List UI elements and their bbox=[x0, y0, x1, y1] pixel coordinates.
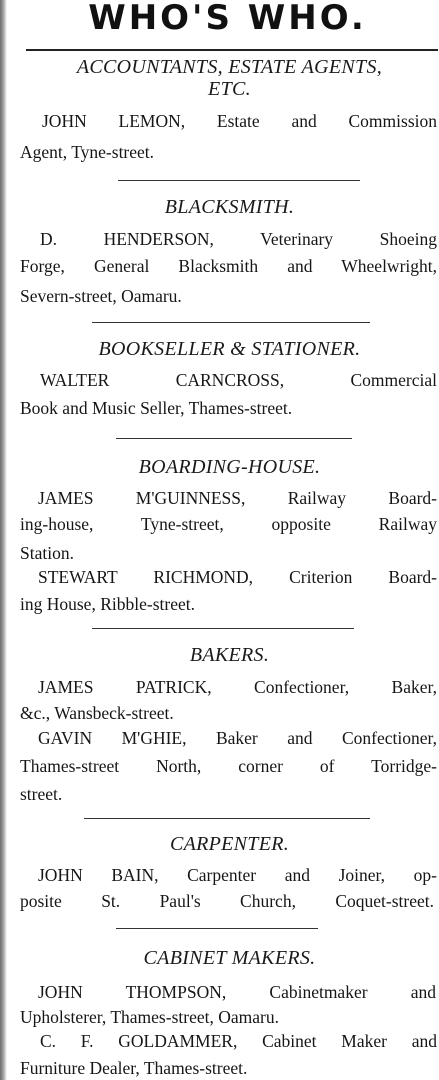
entry-line: JAMES PATRICK, Confectioner, Baker, bbox=[38, 677, 437, 697]
section-heading: BAKERS. bbox=[189, 644, 270, 666]
section-rule bbox=[92, 322, 370, 323]
section-rule bbox=[116, 438, 352, 439]
entry-line: Thames-street North, corner of Torridge- bbox=[20, 756, 437, 776]
entry-line: Station. bbox=[20, 543, 74, 563]
entry-line: WALTER CARNCROSS, Commercial bbox=[40, 370, 437, 390]
section-heading: BLACKSMITH. bbox=[164, 196, 295, 218]
section-heading: BOOKSELLER & STATIONER. bbox=[98, 338, 361, 360]
entry-line: Book and Music Seller, Thames-street. bbox=[20, 398, 293, 418]
entry-line: street. bbox=[20, 784, 63, 804]
entry-line: JOHN BAIN, Carpenter and Joiner, op- bbox=[38, 865, 437, 885]
entry-line: Upholsterer, Thames-street, Oamaru. bbox=[20, 1007, 279, 1027]
entry-line: Agent, Tyne-street. bbox=[20, 142, 155, 162]
section-heading: CARPENTER. bbox=[169, 833, 290, 855]
section-heading-continued: ETC. bbox=[208, 78, 251, 100]
masthead-title: WHO'S WHO. bbox=[88, 0, 367, 38]
entry-line: JOHN THOMPSON, Cabinetmaker and bbox=[38, 982, 436, 1002]
masthead-rule bbox=[26, 49, 438, 51]
entry-line: &c., Wansbeck-street. bbox=[20, 703, 174, 723]
entry-line: Forge, General Blacksmith and Wheelwright, bbox=[20, 256, 437, 276]
section-heading: CABINET MAKERS. bbox=[143, 947, 316, 969]
entry-line: ing-house, Tyne-street, opposite Railway bbox=[20, 514, 437, 534]
entry-line: posite St. Paul's Church, Coquet-street. bbox=[20, 891, 434, 911]
section-rule bbox=[118, 180, 360, 181]
section-heading: ACCOUNTANTS, ESTATE AGENTS, bbox=[76, 56, 383, 78]
entry-line: Severn-street, Oamaru. bbox=[20, 286, 182, 306]
section-rule bbox=[92, 628, 354, 629]
entry-line: Furniture Dealer, Thames-street. bbox=[20, 1058, 248, 1078]
section-rule bbox=[116, 928, 318, 929]
entry-line: STEWART RICHMOND, Criterion Board- bbox=[38, 567, 437, 587]
entry-line: ing House, Ribble-street. bbox=[20, 594, 195, 614]
page-gutter-edge bbox=[0, 0, 7, 1080]
entry-line: C. F. GOLDAMMER, Cabinet Maker and bbox=[40, 1031, 437, 1051]
entry-line: GAVIN M'GHIE, Baker and Confectioner, bbox=[38, 728, 437, 748]
section-rule bbox=[84, 818, 370, 819]
entry-line: JOHN LEMON, Estate and Commission bbox=[42, 111, 437, 131]
section-heading: BOARDING-HOUSE. bbox=[138, 456, 321, 478]
entry-line: D. HENDERSON, Veterinary Shoeing bbox=[40, 229, 437, 249]
entry-line: JAMES M'GUINNESS, Railway Board- bbox=[38, 488, 437, 508]
